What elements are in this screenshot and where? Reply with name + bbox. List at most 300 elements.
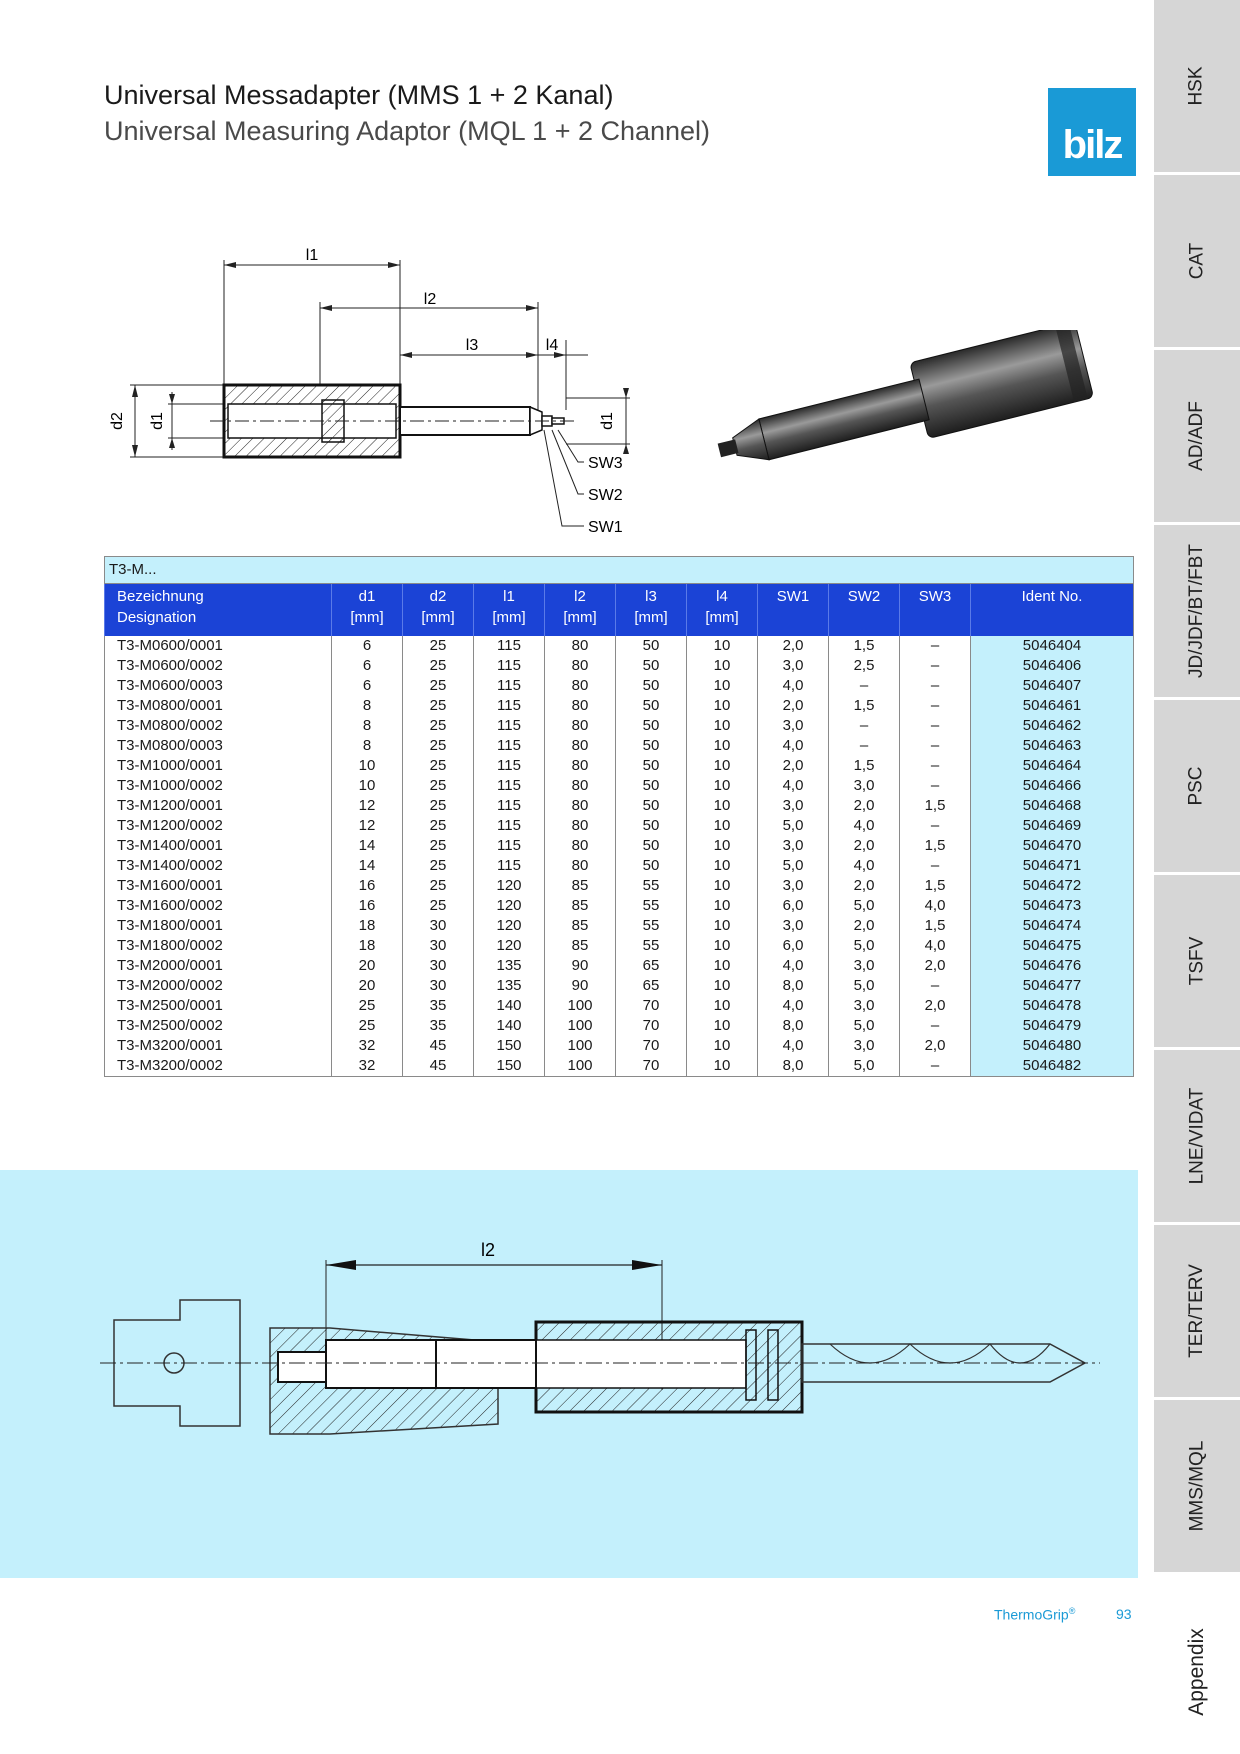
sw2-label: SW2 [588, 487, 623, 504]
cell-value: 150 [474, 1056, 545, 1077]
spec-table [104, 556, 1134, 1077]
cell-value: 25 [403, 656, 474, 676]
cell-value: 115 [474, 836, 545, 856]
cell-value: – [900, 756, 971, 776]
cell-value: 30 [403, 956, 474, 976]
tab-label: PSC [1185, 766, 1207, 806]
cell-value: 115 [474, 716, 545, 736]
cell-ident-no: 5046478 [971, 996, 1134, 1016]
cell-ident-no: 5046480 [971, 1036, 1134, 1056]
page-title-de: Universal Messadapter (MMS 1 + 2 Kanal) [104, 80, 614, 110]
table-body [105, 636, 1134, 1077]
cell-value: 10 [687, 676, 758, 696]
cell-value: 1,5 [900, 796, 971, 816]
cell-value: – [900, 696, 971, 716]
cell-value: 25 [403, 716, 474, 736]
cell-value: 5,0 [829, 936, 900, 956]
cell-value: 25 [403, 736, 474, 756]
cell-value: – [900, 776, 971, 796]
header-line1: SW1 [776, 588, 810, 605]
cell-value: 50 [616, 776, 687, 796]
cell-value: 80 [545, 856, 616, 876]
cell-value: – [829, 676, 900, 696]
table-row [105, 896, 1134, 916]
cell-value: 10 [687, 876, 758, 896]
cell-value: 70 [616, 1036, 687, 1056]
cell-value: 3,0 [758, 656, 829, 676]
cell-value: 55 [616, 916, 687, 936]
cell-value: 10 [332, 776, 403, 796]
cell-value: 50 [616, 816, 687, 836]
cell-value: 20 [332, 956, 403, 976]
cell-value: 115 [474, 656, 545, 676]
cell-value: 12 [332, 816, 403, 836]
cell-designation: T3-M0600/0003 [105, 676, 332, 696]
cell-ident-no: 5046470 [971, 836, 1134, 856]
cell-value: 6 [332, 676, 403, 696]
cell-value: 8 [332, 696, 403, 716]
header-line1: SW3 [918, 588, 952, 605]
table-row [105, 716, 1134, 736]
header-line1: SW2 [847, 588, 881, 605]
table-row [105, 736, 1134, 756]
cell-value: 30 [403, 916, 474, 936]
cell-value: – [900, 976, 971, 996]
header-l2 [545, 584, 616, 637]
dim-l4-label: l4 [545, 337, 559, 354]
bilz-logo: bilz [1048, 88, 1136, 176]
cell-designation: T3-M1200/0001 [105, 796, 332, 816]
cell-designation: T3-M1800/0002 [105, 936, 332, 956]
cell-designation: T3-M1600/0001 [105, 876, 332, 896]
cell-value: 25 [332, 1016, 403, 1036]
cell-value: 5,0 [829, 1056, 900, 1077]
cell-value: 2,0 [829, 796, 900, 816]
table-row [105, 936, 1134, 956]
cell-value: 3,0 [829, 956, 900, 976]
cell-ident-no: 5046404 [971, 636, 1134, 656]
cell-designation: T3-M0800/0003 [105, 736, 332, 756]
cell-value: 4,0 [758, 996, 829, 1016]
header-l3 [616, 584, 687, 637]
page-title-en: Universal Measuring Adaptor (MQL 1 + 2 Channel) [104, 116, 711, 146]
cell-value: 85 [545, 896, 616, 916]
cell-value: 100 [545, 1036, 616, 1056]
cell-designation: T3-M3200/0002 [105, 1056, 332, 1077]
cell-ident-no: 5046468 [971, 796, 1134, 816]
cell-ident-no: 5046479 [971, 1016, 1134, 1036]
cell-value: 50 [616, 716, 687, 736]
header-line1: l4 [716, 588, 728, 605]
cell-designation: T3-M2500/0001 [105, 996, 332, 1016]
cell-value: 55 [616, 876, 687, 896]
cell-value: 90 [545, 956, 616, 976]
header-d1 [332, 584, 403, 637]
cell-designation: T3-M1000/0001 [105, 756, 332, 776]
header-sw2 [829, 584, 900, 637]
tab-label: TSFV [1186, 936, 1207, 986]
cell-value: 2,0 [900, 956, 971, 976]
tab-hsk[interactable] [1154, 0, 1240, 172]
cell-value: 120 [474, 936, 545, 956]
cell-designation: T3-M1400/0002 [105, 856, 332, 876]
cell-value: 120 [474, 916, 545, 936]
tab-lne-vidat[interactable] [1154, 1050, 1240, 1222]
cell-value: 4,0 [758, 956, 829, 976]
cell-value: – [900, 1016, 971, 1036]
cell-value: 115 [474, 636, 545, 656]
header-designation [105, 584, 332, 637]
appendix-text: Appendix [1185, 1628, 1209, 1716]
footer-brand [994, 1606, 1075, 1623]
cell-value: 3,0 [829, 996, 900, 1016]
sw3-label: SW3 [588, 455, 623, 472]
cell-value: 120 [474, 896, 545, 916]
cell-value: 10 [687, 696, 758, 716]
cell-value: – [900, 656, 971, 676]
cell-value: 80 [545, 836, 616, 856]
cell-value: 5,0 [758, 856, 829, 876]
cell-value: 70 [616, 1016, 687, 1036]
cell-ident-no: 5046469 [971, 816, 1134, 836]
cell-value: 10 [687, 636, 758, 656]
adapter-dimension-drawing [100, 240, 660, 540]
cell-value: 120 [474, 876, 545, 896]
dim-l1-label: l1 [305, 247, 319, 264]
cell-value: 45 [403, 1056, 474, 1077]
dim-l2-label: l2 [423, 291, 437, 308]
cell-designation: T3-M0800/0001 [105, 696, 332, 716]
tab-tsfv[interactable] [1154, 875, 1240, 1047]
cell-value: 2,0 [758, 636, 829, 656]
cell-ident-no: 5046462 [971, 716, 1134, 736]
cell-value: 115 [474, 816, 545, 836]
tab-label: LNE/VIDAT [1186, 1087, 1207, 1185]
cell-ident-no: 5046473 [971, 896, 1134, 916]
cell-value: 32 [332, 1056, 403, 1077]
cell-value: – [900, 816, 971, 836]
cell-value: 30 [403, 976, 474, 996]
cell-value: 25 [403, 856, 474, 876]
cell-value: 2,0 [758, 756, 829, 776]
cell-value: 25 [403, 816, 474, 836]
cell-value: 10 [687, 656, 758, 676]
table-row [105, 996, 1134, 1016]
table-row [105, 836, 1134, 856]
cell-value: 100 [545, 1056, 616, 1077]
sw1-label: SW1 [588, 519, 623, 536]
tab-label: MMS/MQL [1186, 1440, 1207, 1532]
header-line1: l1 [503, 588, 515, 605]
cell-value: 80 [545, 656, 616, 676]
cell-value: 70 [616, 1056, 687, 1077]
header-line2: Designation [117, 609, 197, 626]
cell-value: 50 [616, 736, 687, 756]
cell-value: 135 [474, 956, 545, 976]
table-row [105, 956, 1134, 976]
header-l4 [687, 584, 758, 637]
cell-value: 14 [332, 836, 403, 856]
cell-value: 4,0 [829, 856, 900, 876]
cell-value: 32 [332, 1036, 403, 1056]
tab-psc[interactable] [1154, 700, 1240, 872]
tab-label: JD/JDF/BT/FBT [1186, 543, 1207, 679]
cell-value: 10 [687, 796, 758, 816]
series-label: T3-M... [105, 557, 1134, 584]
cell-value: – [829, 716, 900, 736]
cell-value: 45 [403, 1036, 474, 1056]
dim-d1-right-label: d1 [599, 412, 616, 430]
table-row [105, 676, 1134, 696]
cell-designation: T3-M3200/0001 [105, 1036, 332, 1056]
cell-value: 25 [403, 636, 474, 656]
cell-value: 16 [332, 896, 403, 916]
cell-value: 2,5 [829, 656, 900, 676]
table-row [105, 1056, 1134, 1077]
tab-mms-mql[interactable] [1154, 1400, 1240, 1572]
header-line1: d2 [429, 588, 447, 605]
header-line2: [mm] [634, 609, 668, 626]
cell-value: – [900, 736, 971, 756]
cell-value: 2,0 [829, 916, 900, 936]
cell-ident-no: 5046461 [971, 696, 1134, 716]
table-row [105, 776, 1134, 796]
cell-value: 5,0 [829, 896, 900, 916]
cell-value: 10 [687, 1016, 758, 1036]
assembly-drawing [100, 1230, 1100, 1490]
cell-value: 2,0 [900, 1036, 971, 1056]
cell-value: 25 [403, 676, 474, 696]
cell-ident-no: 5046471 [971, 856, 1134, 876]
cell-designation: T3-M1800/0001 [105, 916, 332, 936]
cell-ident-no: 5046407 [971, 676, 1134, 696]
dim-d1-left-label: d1 [149, 412, 166, 430]
cell-designation: T3-M1200/0002 [105, 816, 332, 836]
cell-value: 115 [474, 676, 545, 696]
header-line2: [mm] [492, 609, 526, 626]
adapter-product-image [700, 330, 1120, 480]
cell-designation: T3-M1400/0001 [105, 836, 332, 856]
cell-value: 1,5 [900, 916, 971, 936]
cell-value: 1,5 [829, 636, 900, 656]
cell-value: 5,0 [829, 976, 900, 996]
cell-value: 3,0 [829, 1036, 900, 1056]
cell-designation: T3-M2000/0002 [105, 976, 332, 996]
cell-value: 65 [616, 956, 687, 976]
header-sw1 [758, 584, 829, 637]
header-line2: [mm] [705, 609, 739, 626]
cell-value: 25 [403, 776, 474, 796]
table-row [105, 1036, 1134, 1056]
header-line1: l3 [645, 588, 657, 605]
cell-value: 35 [403, 996, 474, 1016]
cell-value: 135 [474, 976, 545, 996]
cell-designation: T3-M1000/0002 [105, 776, 332, 796]
cell-value: 80 [545, 816, 616, 836]
cell-value: 8,0 [758, 1016, 829, 1036]
cell-value: 115 [474, 796, 545, 816]
tab-jd-jdf-bt-fbt[interactable] [1154, 525, 1240, 697]
cell-value: 10 [687, 776, 758, 796]
cell-value: 10 [687, 836, 758, 856]
tab-label: CAT [1186, 242, 1207, 280]
table-series-row [105, 557, 1134, 584]
cell-value: 80 [545, 636, 616, 656]
table-row [105, 816, 1134, 836]
cell-value: 100 [545, 1016, 616, 1036]
header-d2 [403, 584, 474, 637]
registered-mark: ® [1068, 1606, 1076, 1616]
cell-value: 20 [332, 976, 403, 996]
header-line1: d1 [358, 588, 376, 605]
cell-value: 50 [616, 656, 687, 676]
cell-value: – [900, 1056, 971, 1077]
cell-value: 10 [687, 936, 758, 956]
cell-value: 10 [687, 896, 758, 916]
cell-value: 6,0 [758, 936, 829, 956]
cell-value: 3,0 [829, 776, 900, 796]
table-header-row [105, 584, 1134, 637]
cell-value: 50 [616, 756, 687, 776]
cell-value: – [829, 736, 900, 756]
cell-value: 115 [474, 696, 545, 716]
header-sw3 [900, 584, 971, 637]
cell-value: 50 [616, 856, 687, 876]
cell-value: 6 [332, 656, 403, 676]
cell-value: 140 [474, 1016, 545, 1036]
cell-value: 10 [687, 816, 758, 836]
cell-value: 80 [545, 736, 616, 756]
cell-value: 1,5 [900, 836, 971, 856]
cell-value: 14 [332, 856, 403, 876]
cell-value: 80 [545, 676, 616, 696]
cell-value: 4,0 [758, 676, 829, 696]
cell-value: 85 [545, 876, 616, 896]
cell-value: 80 [545, 796, 616, 816]
section-sidebar [1154, 0, 1240, 1754]
cell-value: 4,0 [758, 1036, 829, 1056]
cell-value: 80 [545, 756, 616, 776]
table-row [105, 756, 1134, 776]
tab-label: AD/ADF [1186, 401, 1207, 471]
cell-value: 35 [403, 1016, 474, 1036]
cell-value: 4,0 [758, 776, 829, 796]
cell-value: 8 [332, 716, 403, 736]
cell-value: 25 [403, 896, 474, 916]
cell-value: 50 [616, 796, 687, 816]
cell-value: 55 [616, 936, 687, 956]
cell-ident-no: 5046406 [971, 656, 1134, 676]
cell-value: 10 [687, 716, 758, 736]
cell-value: 2,0 [829, 836, 900, 856]
cell-value: 25 [403, 836, 474, 856]
cell-ident-no: 5046475 [971, 936, 1134, 956]
cell-value: 2,0 [758, 696, 829, 716]
cell-value: 65 [616, 976, 687, 996]
dim-l3-label: l3 [465, 337, 479, 354]
cell-value: 30 [403, 936, 474, 956]
cell-value: 80 [545, 776, 616, 796]
tab-ad-adf[interactable] [1154, 350, 1240, 522]
cell-value: 10 [687, 1056, 758, 1077]
header-line2: [mm] [563, 609, 597, 626]
cell-value: 85 [545, 936, 616, 956]
header-l1 [474, 584, 545, 637]
cell-value: 3,0 [758, 716, 829, 736]
cell-value: 10 [687, 736, 758, 756]
cell-value: 6 [332, 636, 403, 656]
dim-d2-label: d2 [109, 412, 126, 430]
table-row [105, 656, 1134, 676]
tab-cat[interactable] [1154, 175, 1240, 347]
cell-value: 25 [332, 996, 403, 1016]
cell-value: 10 [687, 856, 758, 876]
cell-value: 16 [332, 876, 403, 896]
cell-designation: T3-M1600/0002 [105, 896, 332, 916]
cell-designation: T3-M0800/0002 [105, 716, 332, 736]
cell-value: 55 [616, 896, 687, 916]
cell-ident-no: 5046477 [971, 976, 1134, 996]
brand-name: ThermoGrip [994, 1606, 1069, 1623]
cell-ident-no: 5046466 [971, 776, 1134, 796]
cell-value: 100 [545, 996, 616, 1016]
header-line1: l2 [574, 588, 586, 605]
page-number: 93 [1116, 1606, 1132, 1622]
cell-value: 5,0 [829, 1016, 900, 1036]
cell-value: 50 [616, 696, 687, 716]
table-row [105, 916, 1134, 936]
header-ident [971, 584, 1134, 637]
cell-value: 6,0 [758, 896, 829, 916]
cell-ident-no: 5046476 [971, 956, 1134, 976]
cell-value: 3,0 [758, 916, 829, 936]
cell-ident-no: 5046463 [971, 736, 1134, 756]
tab-ter-terv[interactable] [1154, 1225, 1240, 1397]
cell-value: 25 [403, 876, 474, 896]
cell-value: 70 [616, 996, 687, 1016]
cell-value: 115 [474, 736, 545, 756]
cell-value: 50 [616, 636, 687, 656]
cell-value: – [900, 636, 971, 656]
cell-value: – [900, 676, 971, 696]
cell-value: 10 [687, 996, 758, 1016]
cell-value: 3,0 [758, 836, 829, 856]
cell-value: 10 [687, 1036, 758, 1056]
cell-value: 10 [687, 976, 758, 996]
cell-value: 115 [474, 856, 545, 876]
cell-value: – [900, 856, 971, 876]
cell-value: 4,0 [900, 896, 971, 916]
cell-value: 115 [474, 756, 545, 776]
cell-value: 80 [545, 696, 616, 716]
cell-value: 2,0 [829, 876, 900, 896]
cell-value: 18 [332, 916, 403, 936]
cell-value: 10 [687, 756, 758, 776]
cell-value: 50 [616, 836, 687, 856]
cell-value: 8,0 [758, 976, 829, 996]
tab-label: TER/TERV [1186, 1264, 1208, 1358]
cell-value: 4,0 [900, 936, 971, 956]
table-row [105, 796, 1134, 816]
cell-value: 5,0 [758, 816, 829, 836]
cell-value: 8 [332, 736, 403, 756]
cell-value: 18 [332, 936, 403, 956]
cell-ident-no: 5046482 [971, 1056, 1134, 1077]
cell-designation: T3-M2000/0001 [105, 956, 332, 976]
dim-l2-assembly-label: l2 [480, 1240, 496, 1260]
cell-ident-no: 5046474 [971, 916, 1134, 936]
cell-value: 3,0 [758, 876, 829, 896]
